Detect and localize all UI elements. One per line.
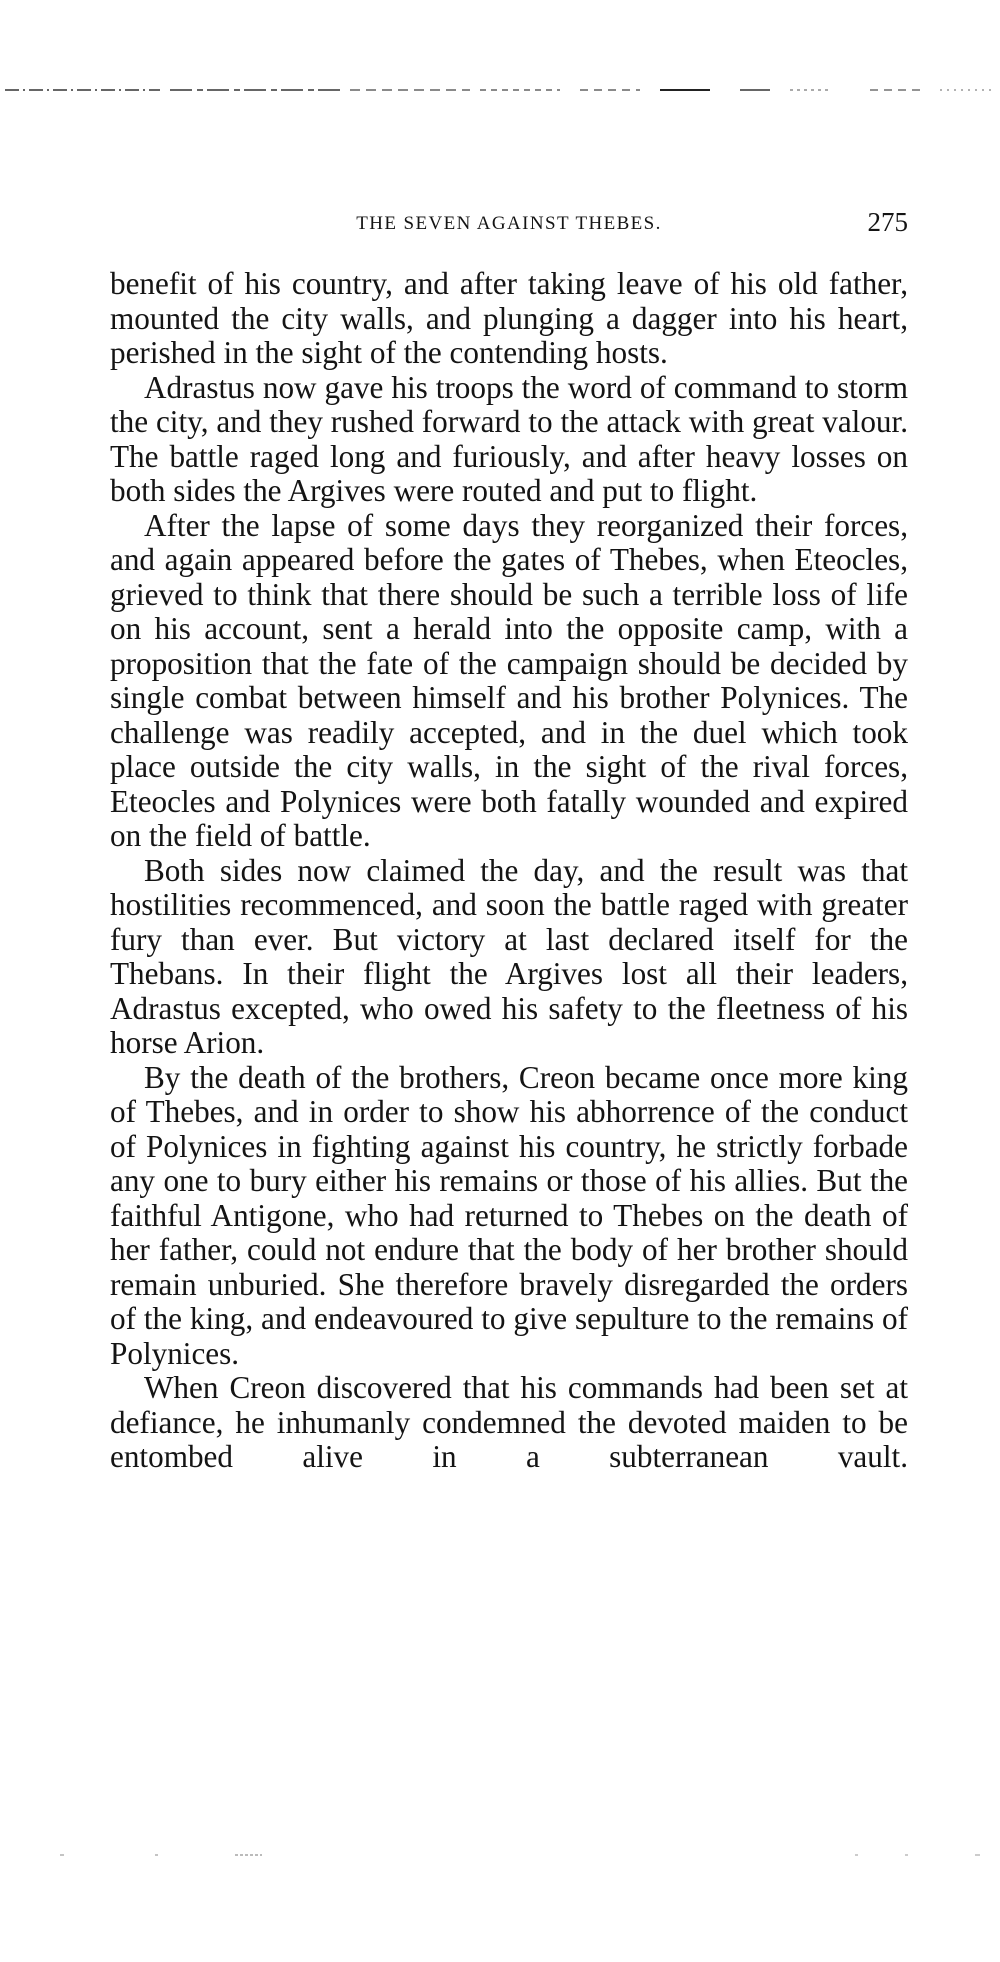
paragraph: Both sides now claimed the day, and the result was that hostilities recommenced, and soon the battle raged with greater fury than ever. But victory at last declared itself for the Thebans. In their flight the Argives lost all their leaders, Adrastus excepted, who owed his safety to the fleetness of his horse Arion.	[110, 852, 908, 1060]
scan-footer-marks	[0, 1850, 1000, 1860]
page-number: 275	[867, 207, 908, 237]
book-page	[110, 205, 908, 1475]
paragraph: benefit of his country, and after taking leave of his old father, mounted the city walls, and plunging a dagger into his heart, perished in the sight of the contending hosts.	[110, 266, 908, 370]
paragraph: By the death of the brothers, Creon became once more king of Thebes, and in order to show his abhorrence of the conduct of Polynices in fighting against his country, he strictly forbade any one to bury either his remains or those of his allies. But the faithful Antigone, who had returned to Thebes on the death of her father, could not endure that the body of her brother should remain unburied. She therefore bravely disregarded the orders of the king, and endeavoured to give sepulture to the remains of Polynices.	[110, 1059, 908, 1371]
paragraph: After the lapse of some days they reorganized their forces, and again appeared before the gates of Thebes, when Eteocles, grieved to think that there should be such a terrible loss of life on his account, sent a herald into the opposite camp, with a proposition that the fate of the campaign should be decided by single combat between himself and his brother Polynices. The challenge was readily accepted, and in the duel which took place outside the city walls, in the sight of the rival forces, Eteocles and Polynices were both fatally wounded and expired on the field of battle.	[110, 507, 908, 853]
paragraph: When Creon discovered that his commands had been set at defiance, he inhumanly condemned the devoted maiden to be entombed alive in a subterranean vault.	[110, 1370, 908, 1474]
running-title: THE SEVEN AGAINST THEBES.	[356, 213, 662, 234]
scan-edge-marks	[0, 88, 1000, 92]
paragraph: Adrastus now gave his troops the word of command to storm the city, and they rushed forward to the attack with great valour. The battle raged long and furiously, and after heavy losses on both sides the Argives were routed and put to flight.	[110, 369, 908, 508]
body-text	[110, 267, 908, 1475]
running-head	[110, 205, 908, 245]
